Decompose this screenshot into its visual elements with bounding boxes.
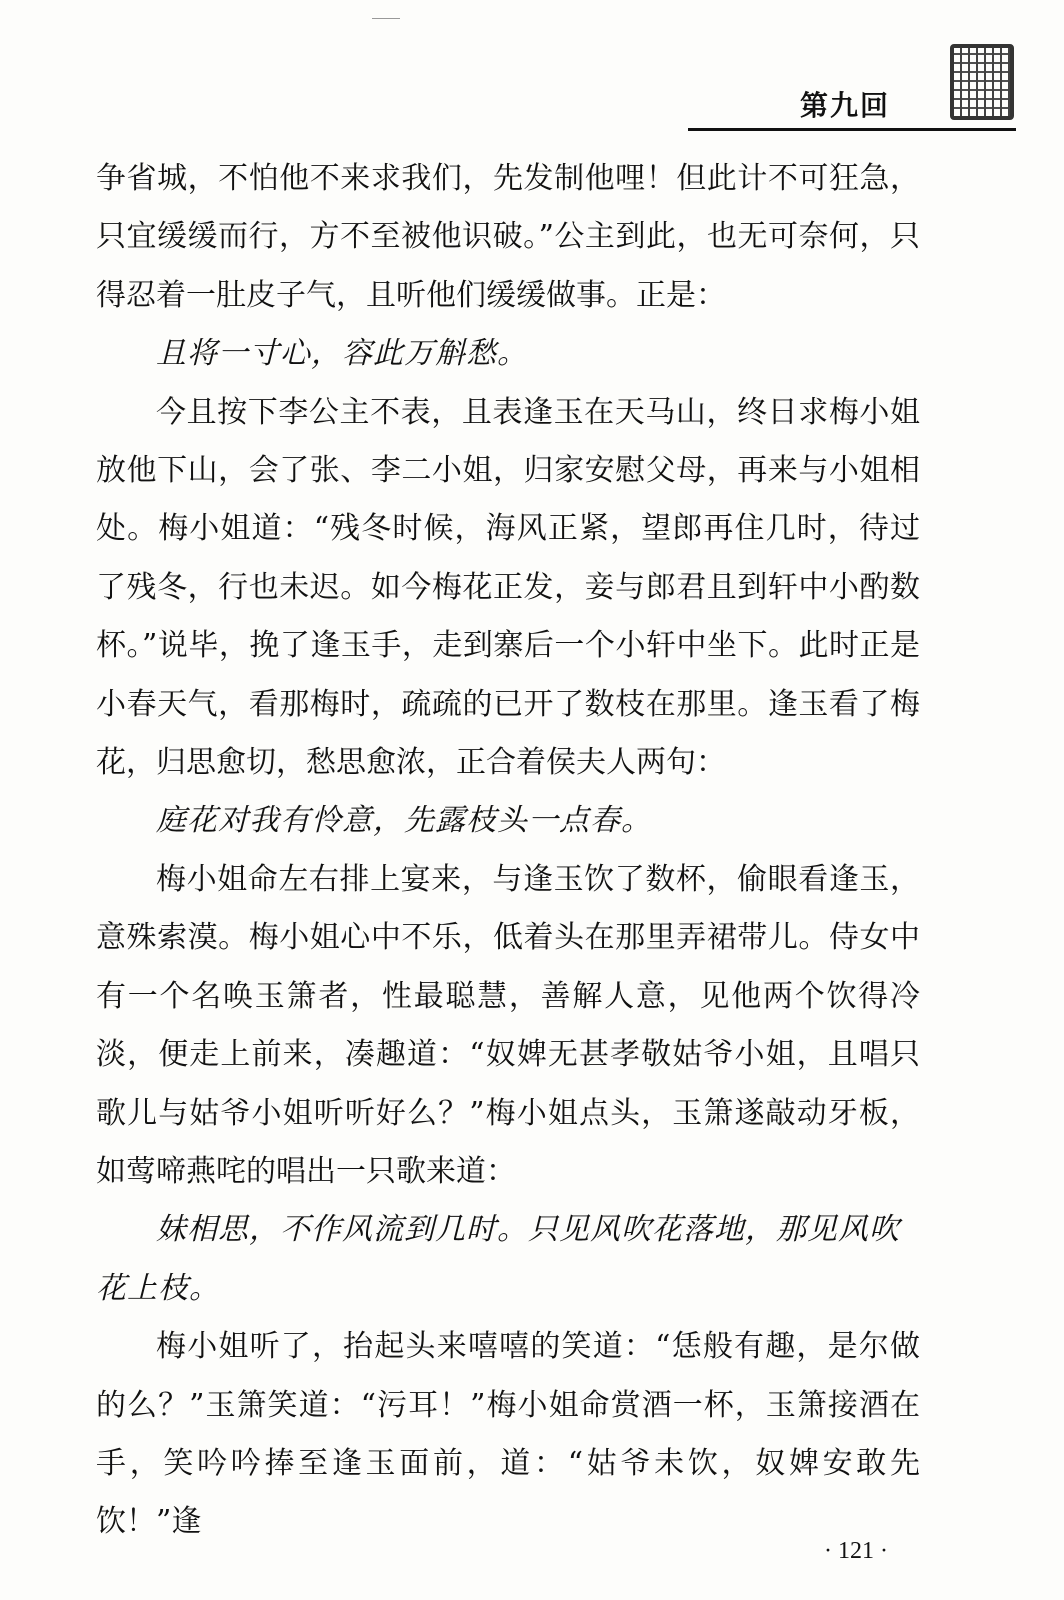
verse-song: 妹相思，不作风流到几时。只见风吹花落地，那见风吹花上枝。 (96, 1212, 900, 1306)
paragraph: 今且按下李公主不表，且表逢玉在天马山，终日求梅小姐放他下山，会了张、李二小姐，归家安慰父母，再来与小姐相处。梅小姐道：“残冬时候，海风正紧，望郎再住几时，待过了残冬，行也未迟。如今梅花正发，妾与郎君且到轩中小酌数杯。”说毕，挽了逢玉手，走到寨后一个小轩中坐下。此时正是小春天气，看那梅时，疏疏的已开了数枝在那里。逢玉看了梅花，归思愈切，愁思愈浓，正合着侯夫人两句： (96, 394, 920, 781)
header-rule (688, 128, 1016, 131)
body-text (96, 150, 920, 1552)
page-number: · 121 · (824, 1538, 888, 1564)
chapter-title: 第九回 (799, 89, 890, 122)
page-header (0, 0, 1064, 140)
seal-stamp-icon (950, 44, 1014, 120)
verse-line: 庭花对我有怜意，先露枝头一点春。 (156, 803, 652, 839)
paragraph: 梅小姐命左右排上宴来，与逢玉饮了数杯，偷眼看逢玉，意殊索漠。梅小姐心中不乐，低着头在那里弄裙带儿。侍女中有一个名唤玉箫者，性最聪慧，善解人意，见他两个饮得冷淡，便走上前来，凑趣道：“奴婢无甚孝敬姑爷小姐，且唱只歌儿与姑爷小姐听听好么？”梅小姐点头，玉箫遂敲动牙板，如莺啼燕咤的唱出一只歌来道： (96, 861, 920, 1189)
paragraph-continued: 争省城，不怕他不来求我们，先发制他哩！但此计不可狂急，只宜缓缓而行，方不至被他识破。”公主到此，也无可奈何，只得忍着一肚皮子气，且听他们缓缓做事。正是： (96, 161, 920, 313)
verse-line: 且将一寸心，容此万斛愁。 (156, 336, 528, 372)
paragraph: 梅小姐听了，抬起头来嘻嘻的笑道：“恁般有趣，是尔做的么？”玉箫笑道：“污耳！”梅小姐命赏酒一杯，玉箫接酒在手，笑吟吟捧至逢玉面前，道：“姑爷未饮，奴婢安敢先饮！”逢 (96, 1329, 920, 1540)
